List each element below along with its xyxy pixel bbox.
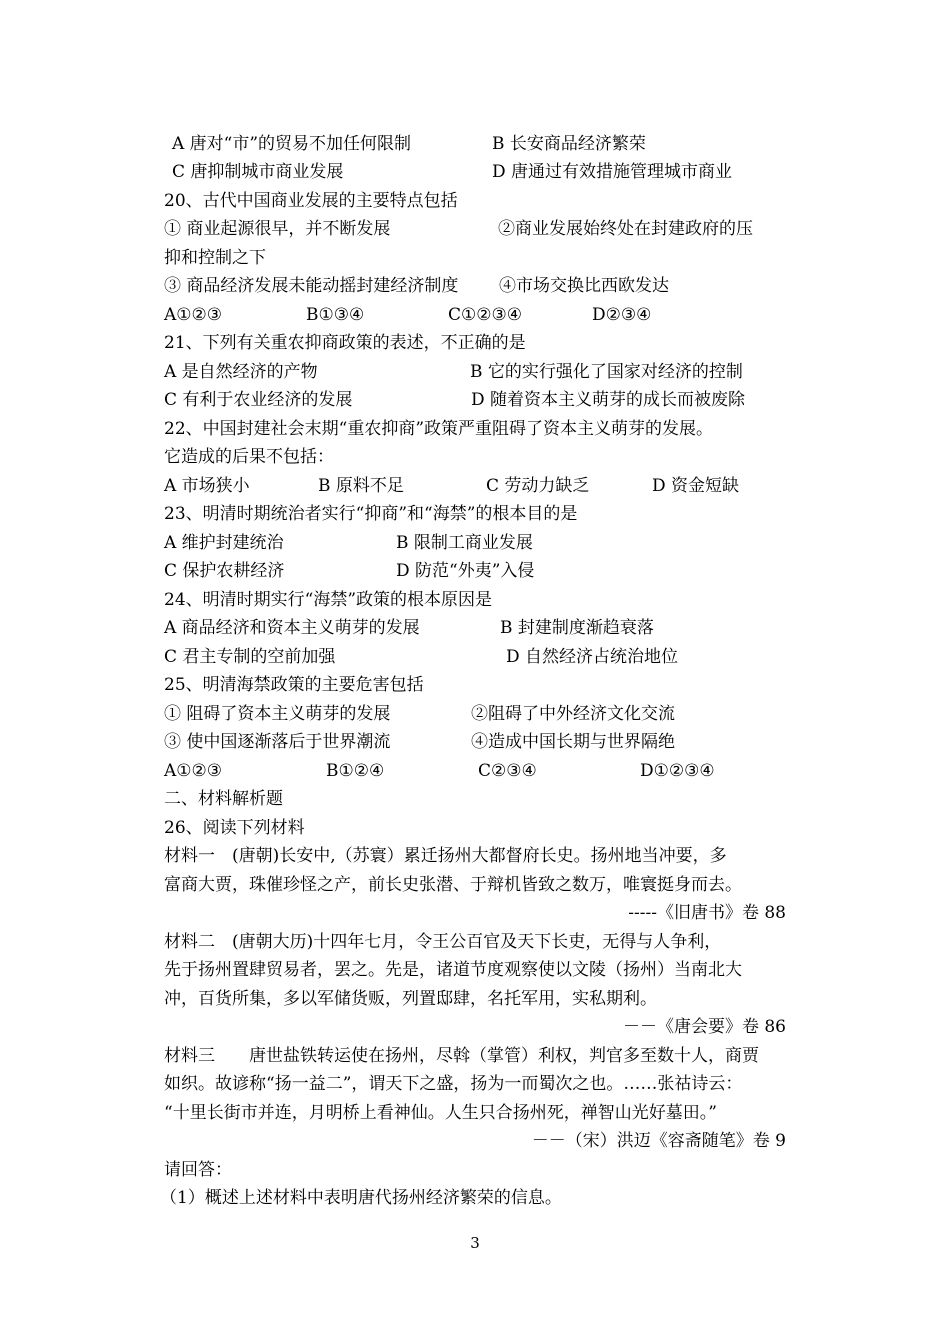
q24-option-c: C 君主专制的空前加强 [164, 647, 336, 667]
q25-stem: 25、明清海禁政策的主要危害包括 [164, 675, 424, 695]
section-heading: 二、材料解析题 [164, 789, 283, 809]
q19-option-b: B 长安商品经济繁荣 [492, 134, 646, 154]
material-3-line-3: “十里长街市并连，月明桥上看神仙。人生只合扬州死，禅智山光好墓田。” [164, 1103, 717, 1123]
q22-stem: 22、中国封建社会末期“重农抑商”政策严重阻碍了资本主义萌芽的发展。 [164, 419, 714, 439]
q23-stem: 23、明清时期统治者实行“抑商”和“海禁”的根本目的是 [164, 504, 578, 524]
material-1-source: -----《旧唐书》卷 88 [628, 903, 786, 923]
q21-stem: 21、下列有关重农抑商政策的表述，不正确的是 [164, 333, 526, 353]
q23-option-a: A 维护封建统治 [164, 533, 284, 553]
material-2-line-2: 先于扬州置肆贸易者，罢之。先是，诸道节度观察使以文陵（扬州）当南北大 [164, 960, 742, 980]
material-2-line-3: 冲，百货所集，多以军储货贩，列置邸肆，名托军用，实私期利。 [164, 989, 657, 1009]
q19-option-d: D 唐通过有效措施管理城市商业 [492, 162, 733, 182]
q25-item-2: ②阻碍了中外经济文化交流 [471, 704, 675, 724]
q22-option-c: C 劳动力缺乏 [486, 476, 590, 496]
q20-option-c: C①②③④ [448, 305, 522, 325]
page-number: 3 [470, 1234, 480, 1252]
q21-option-b: B 它的实行强化了国家对经济的控制 [470, 362, 743, 382]
q25-item-4: ④造成中国长期与世界隔绝 [471, 732, 675, 752]
q25-option-a: A①②③ [164, 761, 222, 781]
q26-stem: 26、阅读下列材料 [164, 818, 305, 838]
q25-option-b: B①②④ [326, 761, 385, 781]
q21-option-d: D 随着资本主义萌芽的成长而被废除 [471, 390, 746, 410]
material-2-line-1: 材料二 (唐朝大历)十四年七月，令王公百官及天下长吏，无得与人争利， [164, 932, 722, 952]
q20-item-2: ②商业发展始终处在封建政府的压 [498, 219, 753, 239]
q20-stem: 20、古代中国商业发展的主要特点包括 [164, 191, 458, 211]
q25-option-c: C②③④ [478, 761, 537, 781]
q23-option-c: C 保护农耕经济 [164, 561, 285, 581]
q20-item-2-cont: 抑和控制之下 [164, 248, 266, 268]
material-3-line-1: 材料三 唐世盐铁转运使在扬州，尽斡（掌管）利权，判官多至数十人，商贾 [164, 1046, 759, 1066]
material-1-line-1: 材料一 (唐朝)长安中,（苏寰）累迁扬州大都督府长史。扬州地当冲要，多 [164, 846, 727, 866]
q20-item-1: ① 商业起源很早，并不断发展 [164, 219, 391, 239]
q20-item-4: ④市场交换比西欧发达 [499, 276, 669, 296]
sub-question-1: （1）概述上述材料中表明唐代扬州经济繁荣的信息。 [160, 1188, 562, 1208]
q20-item-3: ③ 商品经济发展未能动摇封建经济制度 [164, 276, 459, 296]
q24-option-a: A 商品经济和资本主义萌芽的发展 [164, 618, 420, 638]
q20-option-d: D②③④ [592, 305, 652, 325]
q22-option-a: A 市场狭小 [164, 476, 250, 496]
q25-item-3: ③ 使中国逐渐落后于世界潮流 [164, 732, 391, 752]
q22-option-d: D 资金短缺 [652, 476, 740, 496]
q25-option-d: D①②③④ [640, 761, 715, 781]
q23-option-b: B 限制工商业发展 [396, 533, 533, 553]
q21-option-a: A 是自然经济的产物 [164, 362, 318, 382]
q24-stem: 24、明清时期实行“海禁”政策的根本原因是 [164, 590, 493, 610]
q23-option-d: D 防范“外夷”入侵 [396, 561, 535, 581]
material-3-line-2: 如织。故谚称“扬一益二”，谓天下之盛，扬为一而蜀次之也。……张祜诗云： [164, 1074, 743, 1094]
material-3-source: －－（宋）洪迈《容斋随笔》卷 9 [531, 1131, 786, 1151]
q20-option-b: B①③④ [306, 305, 365, 325]
q22-stem-cont: 它造成的后果不包括： [164, 447, 334, 467]
q22-option-b: B 原料不足 [318, 476, 404, 496]
q19-option-c: C 唐抑制城市商业发展 [172, 162, 344, 182]
q21-option-c: C 有利于农业经济的发展 [164, 390, 353, 410]
q24-option-d: D 自然经济占统治地位 [506, 647, 679, 667]
q20-option-a: A①②③ [164, 305, 222, 325]
q19-option-a: A 唐对“市”的贸易不加任何限制 [172, 134, 412, 154]
material-1-line-2: 富商大贾，珠催珍怪之产，前长史张潜、于辩机皆致之数万，唯寰挺身而去。 [164, 875, 742, 895]
material-2-source: －－《唐会要》卷 86 [622, 1017, 786, 1037]
q24-option-b: B 封建制度渐趋衰落 [500, 618, 654, 638]
q25-item-1: ① 阻碍了资本主义萌芽的发展 [164, 704, 391, 724]
answer-prompt: 请回答： [164, 1160, 232, 1180]
